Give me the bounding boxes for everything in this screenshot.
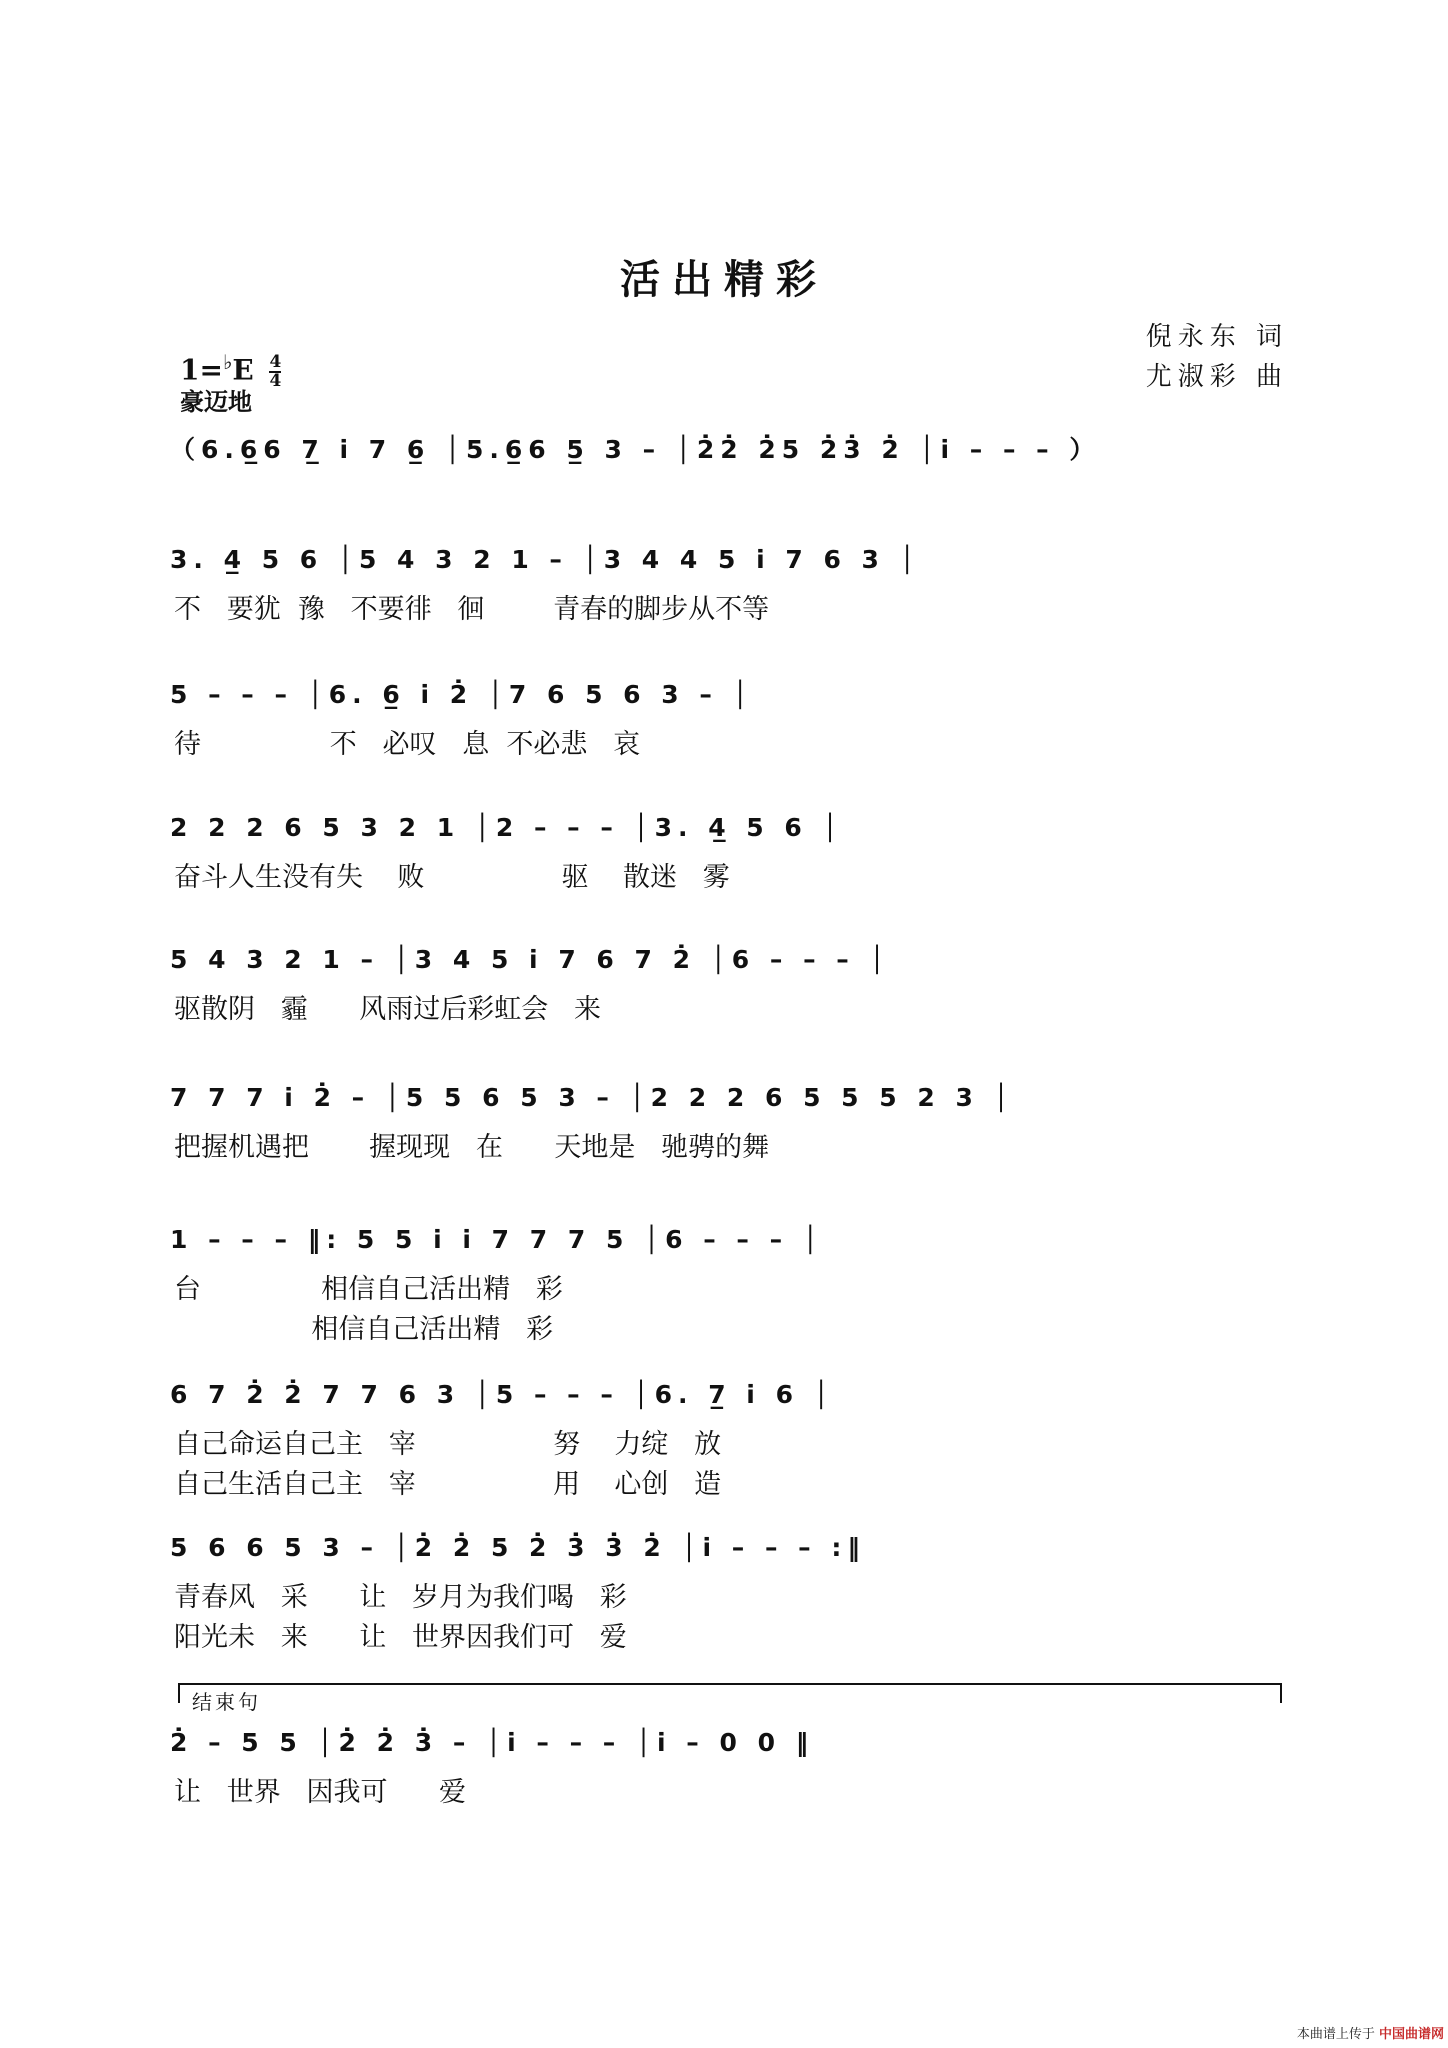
lyric-line: 台 相信自己活出精 彩: [174, 1274, 563, 1305]
time-signature: [269, 351, 282, 391]
notation-line: 6 7 2̇ 2̇ 7 7 6 3 │5 – – – │6. 7̲ i̇ 6 │: [170, 1380, 835, 1409]
key-tonic: E: [232, 353, 254, 387]
ending-label: 结束句: [192, 1690, 261, 1714]
lyric-line: 相信自己活出精 彩: [174, 1314, 554, 1345]
notation-line: 5 4 3 2 1 – │3 4 5 i̇ 7 6 7 2̇ │6 – – – │: [170, 945, 891, 974]
notation-line: 1 – – – ‖: 5 5 i̇ i̇ 7 7 7 5 │6 – – – │: [170, 1225, 824, 1254]
lyric-line: 待 不 必叹 息 不必悲 哀: [174, 729, 641, 760]
key-prefix: 1=: [180, 353, 223, 387]
lyric-line: 阳光未 来 让 世界因我们可 爱: [174, 1622, 627, 1653]
time-numerator: 4: [269, 351, 282, 372]
footer-text: 本曲谱上传于: [1296, 2027, 1375, 2042]
lyric-line: 不 要犹 豫 不要徘 徊 青春的脚步从不等: [174, 594, 770, 625]
lyric-line: 自己命运自己主 宰 努 力绽 放: [174, 1429, 722, 1460]
lyric-line: 青春风 采 让 岁月为我们喝 彩: [174, 1582, 627, 1613]
tempo-marking: 豪迈地: [180, 388, 252, 416]
notation-line: 5 6 6 5 3 – │2̇ 2̇ 5 2̇ 3̇ 3̇ 2̇ │i̇ – – – :‖: [170, 1533, 866, 1562]
footer-site: 中国曲谱网: [1378, 2027, 1444, 2042]
time-denominator: 4: [269, 370, 282, 391]
notation-line: （6.6̲6 7̲ i̇ 7 6̲ │5.6̲6 5̲ 3 – │2̇2̇ 2̇5 2̇3̇ 2̇ │i̇ – – – ）: [170, 435, 1101, 464]
lyricist-credit: 倪永东 词: [1145, 322, 1288, 352]
notation-line: 2 2 2 6 5 3 2 1 │2 – – – │3. 4̲ 5 6 │: [170, 813, 844, 842]
notation-line: 2̇ – 5 5 │2̇ 2̇ 3̇ – │i̇ – – – │i̇ – 0 0 ‖: [170, 1728, 815, 1757]
composer-credit: 尤淑彩 曲: [1145, 362, 1288, 392]
lyric-line: 把握机遇把 握现现 在 天地是 驰骋的舞: [174, 1132, 770, 1163]
lyric-line: 自己生活自己主 宰 用 心创 造: [174, 1469, 722, 1500]
lyric-line: 驱散阴 霾 风雨过后彩虹会 来: [174, 994, 601, 1025]
lyric-line: 奋斗人生没有失 败 驱 散迷 雾: [174, 862, 730, 893]
flat-sign: ♭: [222, 350, 233, 374]
notation-line: 3. 4̲ 5 6 │5 4 3 2 1 – │3 4 4 5 i̇ 7 6 3 │: [170, 545, 921, 574]
ending-bracket: [178, 1683, 1282, 1703]
notation-line: 5 – – – │6. 6̲ i̇ 2̇ │7 6 5 6 3 – │: [170, 680, 754, 709]
footer: [1297, 2023, 1444, 2042]
song-title: 活出精彩: [620, 256, 828, 303]
notation-line: 7 7 7 i̇ 2̇ – │5 5 6 5 3 – │2 2 2 6 5 5 5 2 3 │: [170, 1083, 1015, 1112]
lyric-line: 让 世界 因我可 爱: [174, 1777, 466, 1808]
